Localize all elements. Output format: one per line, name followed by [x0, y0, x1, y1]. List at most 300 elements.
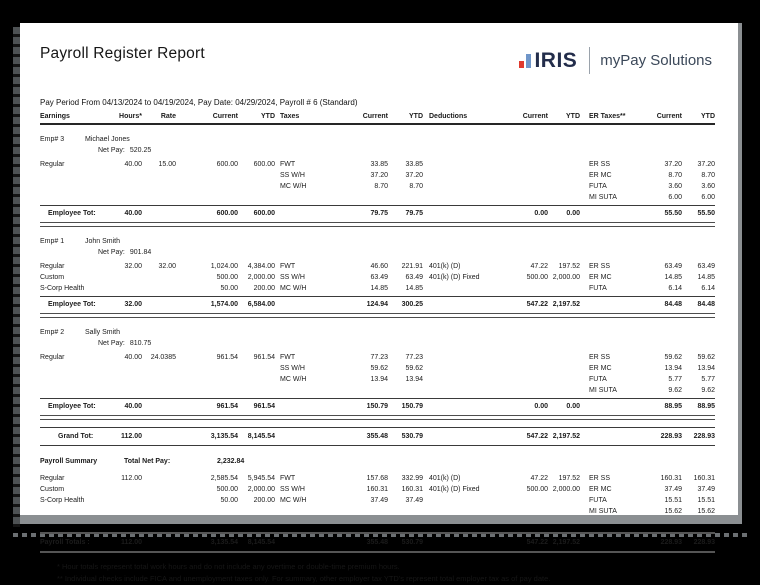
cell-taxes: [275, 208, 342, 219]
cell-er-ytd: 8.70: [701, 172, 715, 179]
cell-er-taxes: ER MC: [589, 172, 612, 179]
cell-earnings: [40, 374, 116, 385]
cell-rate: [142, 401, 176, 412]
cell-tax-ytd: 13.94: [405, 376, 423, 383]
iris-blue-bar-icon: [526, 54, 531, 68]
employee-data-row: [40, 363, 715, 374]
cell-ytd: 8,145.54: [247, 539, 275, 546]
cell-er-ytd: 37.20: [697, 161, 715, 168]
cell-tax-current: 150.79: [366, 403, 388, 410]
cell-tax-ytd: 221.91: [401, 263, 423, 270]
net-pay-value: 901.84: [129, 249, 152, 256]
cell-current: 2,585.54: [210, 475, 238, 482]
cell-er-taxes: ER SS: [589, 354, 611, 361]
cell-tax-ytd: 530.79: [401, 539, 423, 546]
cell-er-taxes: [580, 401, 635, 412]
cell-er-current: 15.51: [664, 497, 682, 504]
grand-total-row: [40, 427, 715, 446]
cell-tax-current: 59.62: [370, 365, 388, 372]
cell-tax-current: 37.20: [370, 172, 388, 179]
cell-hours: 40.00: [124, 161, 142, 168]
cell-current: [176, 374, 238, 385]
employee-detail-rows: [40, 261, 715, 294]
summary-data-row: [40, 495, 715, 506]
cell-rate: [142, 192, 176, 203]
iris-red-bar-icon: [519, 61, 524, 68]
cell-er-ytd: 15.51: [697, 497, 715, 504]
cell-hours: [116, 283, 142, 294]
employee-total-row: [40, 205, 715, 221]
cell-ded-ytd: 2,197.52: [552, 539, 580, 546]
cell-rate: [142, 299, 176, 310]
cell-earnings: Payroll Totals :: [40, 539, 90, 546]
cell-rate: [142, 506, 176, 517]
double-rule: [40, 415, 715, 420]
cell-taxes: MC W/H: [280, 183, 307, 190]
cell-hours: 40.00: [124, 354, 142, 361]
cell-ded-current: 547.22: [526, 301, 548, 308]
cell-taxes: [275, 506, 342, 517]
cell-rate: [142, 170, 176, 181]
cell-earnings: Regular: [40, 354, 65, 361]
cell-current: 500.00: [216, 486, 238, 493]
iris-brand-text: IRIS: [534, 48, 578, 72]
cell-tax-current: 8.70: [374, 183, 388, 190]
cell-tax-current: 33.85: [370, 161, 388, 168]
cell-tax-ytd: 530.79: [401, 433, 423, 440]
employee-header-row: [40, 327, 715, 338]
cell-ded-current: [498, 495, 548, 506]
cell-er-current: 3.60: [668, 183, 682, 190]
cell-er-taxes: FUTA: [589, 497, 607, 504]
cell-ded-current: 547.22: [526, 539, 548, 546]
employee-data-row: [40, 181, 715, 192]
report-page: [20, 23, 742, 583]
cell-taxes: Taxes: [280, 113, 300, 120]
cell-er-taxes: [580, 537, 635, 548]
cell-er-current: 5.77: [668, 376, 682, 383]
cell-hours: [116, 181, 142, 192]
cell-ded-current: [498, 283, 548, 294]
cell-ytd: [238, 363, 275, 374]
cell-current: 3,135.54: [210, 433, 238, 440]
cell-ded-current: [498, 352, 548, 363]
cell-hours: 112.00: [120, 433, 142, 440]
cell-tax-ytd: 37.20: [405, 172, 423, 179]
cell-er-taxes: ER SS: [589, 475, 611, 482]
cell-ytd: 4,384.00: [247, 263, 275, 270]
employee-detail-rows: [40, 159, 715, 203]
cell-hours: [116, 272, 142, 283]
net-pay-indent: [40, 247, 98, 258]
cell-ytd: 200.00: [253, 497, 275, 504]
cell-taxes: SS W/H: [280, 172, 305, 179]
cell-hours: 40.00: [124, 403, 142, 410]
cell-deductions: [423, 299, 498, 310]
cell-current: 500.00: [216, 274, 238, 281]
cell-er-current: 55.50: [664, 210, 682, 217]
cell-ded-current: [498, 506, 548, 517]
cell-taxes: FWT: [280, 263, 296, 270]
summary-data-row: [40, 473, 715, 484]
cell-ded-current: [498, 159, 548, 170]
cell-tax-ytd: 300.25: [401, 301, 423, 308]
cell-hours: [116, 170, 142, 181]
cell-taxes: MC W/H: [280, 497, 307, 504]
cell-hours: [116, 506, 142, 517]
report-header: [40, 43, 712, 83]
cell-taxes: FWT: [280, 161, 296, 168]
cell-er-current: 228.93: [660, 539, 682, 546]
cell-deductions: [423, 374, 498, 385]
employee-data-row: [40, 192, 715, 203]
cell-earnings: S-Corp Health: [40, 285, 85, 292]
cell-current: 1,024.00: [210, 263, 238, 270]
cell-ded-ytd: 2,000.00: [552, 486, 580, 493]
cell-ded-ytd: [548, 352, 580, 363]
cell-ded-current: 500.00: [526, 274, 548, 281]
cell-ytd: [238, 192, 275, 203]
cell-tax-ytd: 150.79: [401, 403, 423, 410]
cell-deductions: [423, 363, 498, 374]
cell-deductions: [423, 170, 498, 181]
payroll-summary-label: Payroll Summary: [40, 458, 98, 465]
cell-taxes: [275, 401, 342, 412]
cell-current: 50.00: [220, 285, 238, 292]
cell-rate: [142, 374, 176, 385]
employee-data-row: [40, 374, 715, 385]
cell-ded-ytd: 0.00: [566, 210, 580, 217]
cell-deductions: [423, 181, 498, 192]
pay-period-line: Pay Period From 04/13/2024 to 04/19/2024, Pay Date: 04/29/2024, Payroll # 6 (Standard): [40, 98, 358, 107]
cell-ytd: YTD: [261, 113, 275, 120]
cell-rate: Rate: [160, 113, 176, 120]
cell-er-taxes: [580, 431, 635, 442]
cell-deductions: [423, 537, 498, 548]
cell-er-current: 59.62: [664, 354, 682, 361]
cell-tax-current: 63.49: [370, 274, 388, 281]
cell-ded-ytd: YTD: [566, 113, 580, 120]
cell-tax-ytd: 77.23: [405, 354, 423, 361]
cell-er-taxes: FUTA: [589, 376, 607, 383]
cell-earnings: Regular: [40, 161, 65, 168]
cell-ded-ytd: [548, 170, 580, 181]
cell-er-current: 88.95: [664, 403, 682, 410]
cell-rate: [142, 283, 176, 294]
iris-bar-chart-icon: [519, 54, 531, 68]
cell-er-taxes: ER Taxes**: [589, 113, 626, 120]
cell-rate: [142, 484, 176, 495]
cell-earnings: S-Corp Health: [40, 497, 85, 504]
cell-ytd: 5,945.54: [247, 475, 275, 482]
table-header-row: [40, 111, 715, 125]
cell-tax-ytd: 14.85: [405, 285, 423, 292]
cell-ded-current: 500.00: [526, 486, 548, 493]
cell-ded-ytd: [548, 363, 580, 374]
cell-rate: 15.00: [158, 161, 176, 168]
employee-total-row: [40, 398, 715, 414]
cell-tax-ytd: 63.49: [405, 274, 423, 281]
cell-hours: [116, 495, 142, 506]
payroll-summary-heading: [40, 456, 715, 467]
employee-number: Emp# 1: [40, 238, 65, 245]
cell-tax-current: Current: [362, 113, 388, 120]
cell-earnings: Custom: [40, 486, 65, 493]
cell-ded-ytd: 2,197.52: [552, 433, 580, 440]
cell-earnings: Regular: [40, 475, 65, 482]
cell-current: 50.00: [220, 497, 238, 504]
cell-taxes: [275, 192, 342, 203]
cell-ded-current: [498, 374, 548, 385]
cell-current: 1,574.00: [210, 301, 238, 308]
cell-hours: Hours*: [119, 113, 142, 120]
double-rule: [40, 222, 715, 227]
cell-er-ytd: 9.62: [701, 387, 715, 394]
cell-rate: [142, 272, 176, 283]
cell-tax-current: 160.31: [366, 486, 388, 493]
cell-ytd: 6,584.00: [247, 301, 275, 308]
cell-rate: [142, 431, 176, 442]
cell-earnings: [40, 181, 116, 192]
cell-earnings: Employee Tot:: [48, 403, 96, 410]
cell-ded-current: [498, 363, 548, 374]
cell-deductions: [423, 506, 498, 517]
cell-taxes: SS W/H: [280, 365, 305, 372]
cell-ytd: 2,000.00: [247, 274, 275, 281]
cell-ded-ytd: [548, 495, 580, 506]
cell-er-current: 9.62: [668, 387, 682, 394]
cell-deductions: [423, 283, 498, 294]
cell-ytd: 600.00: [253, 210, 275, 217]
cell-deductions: [423, 495, 498, 506]
cell-tax-current: 46.60: [370, 263, 388, 270]
summary-data-row: [40, 506, 715, 517]
cell-tax-current: 79.75: [370, 210, 388, 217]
page-title: Payroll Register Report: [40, 45, 205, 62]
cell-ytd: 2,000.00: [247, 486, 275, 493]
cell-ded-ytd: [548, 283, 580, 294]
cell-taxes: FWT: [280, 354, 296, 361]
cell-er-taxes: MI SUTA: [589, 508, 617, 515]
cell-er-current: 63.49: [664, 263, 682, 270]
employee-header-row: [40, 236, 715, 247]
cell-er-taxes: ER MC: [589, 274, 612, 281]
double-rule: [40, 313, 715, 318]
cell-deductions: [423, 352, 498, 363]
cell-hours: [116, 192, 142, 203]
employee-total-row: [40, 296, 715, 312]
net-pay-indent: [40, 145, 98, 156]
cell-ded-ytd: 197.52: [558, 263, 580, 270]
cell-tax-current: 124.94: [366, 301, 388, 308]
employee-number: Emp# 2: [40, 329, 65, 336]
cell-er-ytd: 15.62: [697, 508, 715, 515]
cell-tax-current: 355.48: [366, 539, 388, 546]
cell-rate: 32.00: [158, 263, 176, 270]
cell-ytd: [238, 170, 275, 181]
cell-er-ytd: 37.49: [697, 486, 715, 493]
cell-hours: [116, 363, 142, 374]
cell-hours: 112.00: [121, 475, 142, 482]
cell-current: 961.54: [216, 403, 238, 410]
footnote-hours: * Hour totals represent total work hours and do not include any overtime or double-time premium hours.: [57, 562, 400, 571]
cell-earnings: Earnings: [40, 113, 70, 120]
mypay-solutions-text: myPay Solutions: [600, 52, 712, 69]
cell-deductions: 401(k) (D) Fixed: [429, 274, 480, 281]
cell-tax-ytd: [388, 385, 423, 396]
employee-data-row: [40, 352, 715, 363]
cell-tax-ytd: 8.70: [409, 183, 423, 190]
cell-er-current: 14.85: [664, 274, 682, 281]
cell-taxes: MC W/H: [280, 376, 307, 383]
cell-earnings: [40, 192, 116, 203]
cell-ded-current: 547.22: [526, 433, 548, 440]
cell-tax-ytd: YTD: [409, 113, 423, 120]
logo-divider: [589, 47, 590, 74]
cell-earnings: Employee Tot:: [48, 301, 96, 308]
cell-rate: [142, 181, 176, 192]
cell-current: 3,135.54: [210, 539, 238, 546]
cell-ded-ytd: [548, 374, 580, 385]
cell-ded-ytd: 197.52: [558, 475, 580, 482]
footnotes: [40, 561, 712, 585]
cell-taxes: [275, 431, 342, 442]
cell-tax-ytd: [388, 506, 423, 517]
cell-current: [176, 170, 238, 181]
employee-name: Michael Jones: [85, 136, 130, 143]
cell-tax-ytd: 33.85: [405, 161, 423, 168]
cell-er-current: 13.94: [664, 365, 682, 372]
cell-ded-ytd: [548, 181, 580, 192]
cell-rate: [142, 208, 176, 219]
cell-taxes: [275, 537, 342, 548]
cell-er-ytd: 160.31: [693, 475, 715, 482]
cell-current: Current: [212, 113, 238, 120]
cell-er-taxes: FUTA: [589, 285, 607, 292]
cell-tax-current: 157.68: [366, 475, 388, 482]
page-edge-left: [13, 27, 20, 527]
cell-earnings: [40, 385, 116, 396]
cell-er-ytd: YTD: [701, 113, 715, 120]
cell-ded-ytd: [548, 159, 580, 170]
net-pay-indent: [40, 338, 98, 349]
net-pay-label: Net Pay:: [98, 340, 125, 347]
cell-taxes: SS W/H: [280, 486, 305, 493]
cell-tax-ytd: [388, 192, 423, 203]
cell-hours: [116, 374, 142, 385]
employee-name: Sally Smith: [85, 329, 121, 336]
cell-er-ytd: 84.48: [697, 301, 715, 308]
cell-hours: 32.00: [124, 301, 142, 308]
cell-tax-current: 13.94: [370, 376, 388, 383]
cell-er-taxes: ER SS: [589, 263, 611, 270]
cell-er-ytd: 228.93: [693, 433, 715, 440]
net-pay-value: 520.25: [129, 147, 152, 154]
cell-er-ytd: 5.77: [701, 376, 715, 383]
employee-data-row: [40, 170, 715, 181]
cell-deductions: 401(k) (D) Fixed: [429, 486, 480, 493]
cell-current: 600.00: [216, 161, 238, 168]
cell-tax-ytd: 79.75: [405, 210, 423, 217]
cell-current: [176, 363, 238, 374]
cell-er-current: 37.49: [664, 486, 682, 493]
cell-rate: [142, 385, 176, 396]
cell-er-taxes: FUTA: [589, 183, 607, 190]
cell-ytd: [238, 385, 275, 396]
cell-rate: 24.0385: [150, 354, 176, 361]
cell-er-current: 6.00: [668, 194, 682, 201]
cell-earnings: Employee Tot:: [48, 210, 96, 217]
cell-deductions: 401(k) (D): [429, 475, 461, 482]
cell-ytd: [238, 374, 275, 385]
cell-tax-ytd: 332.99: [401, 475, 423, 482]
cell-tax-ytd: 160.31: [401, 486, 423, 493]
cell-ded-ytd: 2,197.52: [552, 301, 580, 308]
cell-tax-current: [342, 385, 388, 396]
cell-hours: [116, 385, 142, 396]
employee-data-row: [40, 159, 715, 170]
cell-er-taxes: ER MC: [589, 365, 612, 372]
cell-er-ytd: 13.94: [697, 365, 715, 372]
employee-data-row: [40, 272, 715, 283]
cell-rate: [142, 363, 176, 374]
employee-detail-rows: [40, 352, 715, 396]
cell-ytd: 8,145.54: [247, 433, 275, 440]
cell-ytd: [238, 181, 275, 192]
cell-taxes: FWT: [280, 475, 296, 482]
employee-header-row: [40, 134, 715, 145]
cell-tax-current: 14.85: [370, 285, 388, 292]
cell-er-current: 84.48: [664, 301, 682, 308]
cell-er-current: Current: [656, 113, 682, 120]
cell-ded-ytd: 2,000.00: [552, 274, 580, 281]
cell-taxes: [275, 385, 342, 396]
cell-er-taxes: ER MC: [589, 486, 612, 493]
cell-er-ytd: 63.49: [697, 263, 715, 270]
employee-data-row: [40, 385, 715, 396]
cell-deductions: Deductions: [429, 113, 468, 120]
net-pay-label: Net Pay:: [98, 249, 125, 256]
cell-earnings: [40, 170, 116, 181]
cell-tax-ytd: 59.62: [405, 365, 423, 372]
cell-taxes: SS W/H: [280, 274, 305, 281]
employee-number: Emp# 3: [40, 136, 65, 143]
cell-deductions: [423, 192, 498, 203]
employee-net-pay-row: [40, 338, 715, 349]
cell-er-taxes: ER SS: [589, 161, 611, 168]
net-pay-value: 810.75: [129, 340, 152, 347]
cell-ded-current: 47.22: [530, 475, 548, 482]
cell-deductions: [423, 431, 498, 442]
cell-tax-current: 355.48: [366, 433, 388, 440]
cell-earnings: Custom: [40, 274, 65, 281]
cell-ytd: [238, 506, 275, 517]
cell-rate: [142, 537, 176, 548]
employee-data-row: [40, 261, 715, 272]
footnote-taxes: ** Individual checks include FICA and unemployment taxes only. For summary, other employer tax YTD's represent total employer tax as of pay date.: [57, 574, 551, 583]
cell-ded-current: Current: [522, 113, 548, 120]
cell-current: [176, 181, 238, 192]
cell-er-taxes: MI SUTA: [589, 194, 617, 201]
cell-current: 600.00: [216, 210, 238, 217]
summary-data-row: [40, 484, 715, 495]
cell-tax-current: 37.49: [370, 497, 388, 504]
cell-hours: [116, 484, 142, 495]
cell-tax-current: [342, 192, 388, 203]
summary-detail-rows: [40, 473, 715, 517]
cell-earnings: Grand Tot:: [58, 433, 94, 440]
employee-name: John Smith: [85, 238, 121, 245]
